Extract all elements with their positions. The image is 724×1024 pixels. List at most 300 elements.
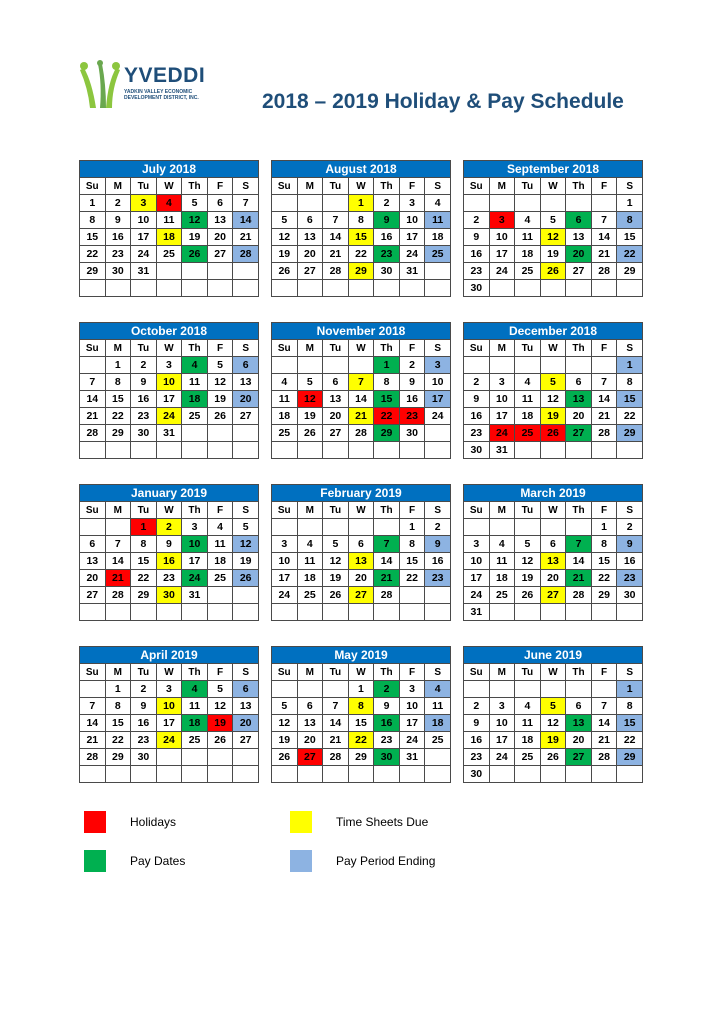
day-cell: 30: [464, 442, 490, 459]
weekday-header: M: [489, 340, 515, 357]
day-cell: 26: [540, 263, 566, 280]
logo-subtitle: YADKIN VALLEY ECONOMIC DEVELOPMENT DISTRICT, INC.: [124, 89, 199, 101]
weekday-header: W: [156, 340, 182, 357]
empty-cell: [540, 766, 566, 783]
empty-cell: [297, 442, 323, 459]
day-cell: 15: [374, 391, 400, 408]
day-cell: 19: [297, 408, 323, 425]
day-cell: 15: [131, 553, 157, 570]
weekday-header: Su: [80, 502, 106, 519]
day-cell: 6: [540, 536, 566, 553]
empty-cell: [272, 604, 298, 621]
day-cell: 23: [374, 732, 400, 749]
week-row: [272, 391, 451, 408]
day-cell: 5: [182, 195, 208, 212]
day-cell: 19: [182, 229, 208, 246]
empty-cell: [182, 604, 208, 621]
day-cell: 27: [348, 587, 374, 604]
week-row: [272, 553, 451, 570]
empty-cell: [323, 195, 349, 212]
weekday-header: W: [156, 502, 182, 519]
day-cell: 25: [182, 408, 208, 425]
day-cell: 21: [233, 229, 259, 246]
empty-cell: [540, 195, 566, 212]
empty-cell: [105, 442, 131, 459]
day-cell: 2: [131, 681, 157, 698]
weekday-header: F: [399, 664, 425, 681]
day-cell: 22: [348, 246, 374, 263]
day-cell: 13: [566, 391, 592, 408]
day-cell: 8: [617, 374, 643, 391]
day-cell: 13: [323, 391, 349, 408]
empty-cell: [272, 681, 298, 698]
weekday-header: S: [617, 178, 643, 195]
empty-cell: [272, 766, 298, 783]
empty-cell: [617, 766, 643, 783]
weekday-header: Su: [80, 340, 106, 357]
day-cell: 7: [591, 212, 617, 229]
day-cell: 24: [425, 408, 451, 425]
day-cell: 5: [540, 374, 566, 391]
empty-cell: [515, 519, 541, 536]
day-cell: 9: [131, 698, 157, 715]
day-cell: 4: [515, 212, 541, 229]
day-cell: 4: [207, 519, 233, 536]
empty-cell: [399, 587, 425, 604]
day-cell: 25: [425, 246, 451, 263]
weekday-header: Su: [80, 664, 106, 681]
month-calendar: [271, 646, 451, 783]
day-cell: 23: [464, 425, 490, 442]
day-cell: 28: [374, 587, 400, 604]
day-cell: 27: [233, 408, 259, 425]
day-cell: 6: [297, 698, 323, 715]
day-cell: 8: [131, 536, 157, 553]
week-row: [464, 766, 643, 783]
month-title: December 2018: [464, 323, 643, 340]
day-cell: 5: [515, 536, 541, 553]
empty-cell: [207, 766, 233, 783]
empty-cell: [348, 604, 374, 621]
day-cell: 26: [272, 263, 298, 280]
day-cell: 15: [348, 715, 374, 732]
week-row: [80, 749, 259, 766]
day-cell: 16: [464, 246, 490, 263]
empty-cell: [464, 357, 490, 374]
empty-cell: [374, 766, 400, 783]
day-cell: 29: [105, 425, 131, 442]
empty-cell: [131, 442, 157, 459]
day-cell: 21: [566, 570, 592, 587]
day-cell: 1: [617, 681, 643, 698]
day-cell: 14: [591, 229, 617, 246]
empty-cell: [297, 681, 323, 698]
week-row: [80, 229, 259, 246]
week-row: [464, 570, 643, 587]
weekday-header: M: [105, 340, 131, 357]
day-cell: 26: [182, 246, 208, 263]
day-cell: 12: [272, 715, 298, 732]
empty-cell: [489, 195, 515, 212]
week-row: [272, 229, 451, 246]
empty-cell: [515, 442, 541, 459]
day-cell: 6: [566, 698, 592, 715]
day-cell: 8: [105, 698, 131, 715]
day-cell: 29: [105, 749, 131, 766]
day-cell: 3: [399, 195, 425, 212]
day-cell: 31: [131, 263, 157, 280]
day-cell: 8: [374, 374, 400, 391]
day-cell: 30: [131, 749, 157, 766]
day-cell: 25: [297, 587, 323, 604]
weekday-header: F: [591, 178, 617, 195]
empty-cell: [80, 519, 106, 536]
weekday-header: F: [207, 340, 233, 357]
empty-cell: [566, 442, 592, 459]
day-cell: 27: [297, 749, 323, 766]
empty-cell: [233, 425, 259, 442]
weekday-header: Tu: [515, 178, 541, 195]
day-cell: 24: [182, 570, 208, 587]
week-row: [464, 715, 643, 732]
day-cell: 11: [515, 715, 541, 732]
week-row: [80, 732, 259, 749]
week-row: [464, 246, 643, 263]
day-cell: 11: [182, 698, 208, 715]
day-cell: 22: [131, 570, 157, 587]
weekday-header: F: [591, 502, 617, 519]
day-cell: 16: [374, 229, 400, 246]
day-cell: 30: [464, 766, 490, 783]
day-cell: 19: [207, 391, 233, 408]
empty-cell: [80, 766, 106, 783]
empty-cell: [464, 681, 490, 698]
month-calendar: [271, 484, 451, 621]
day-cell: 26: [233, 570, 259, 587]
day-cell: 24: [131, 246, 157, 263]
empty-cell: [272, 442, 298, 459]
week-row: [80, 570, 259, 587]
empty-cell: [464, 195, 490, 212]
weekday-header: Tu: [323, 664, 349, 681]
day-cell: 12: [515, 553, 541, 570]
day-cell: 6: [233, 681, 259, 698]
day-cell: 2: [399, 357, 425, 374]
empty-cell: [489, 519, 515, 536]
day-cell: 3: [272, 536, 298, 553]
day-cell: 16: [464, 408, 490, 425]
day-cell: 31: [489, 442, 515, 459]
week-row: [464, 681, 643, 698]
day-cell: 21: [80, 408, 106, 425]
weekday-header: F: [207, 502, 233, 519]
day-cell: 21: [591, 408, 617, 425]
empty-cell: [105, 519, 131, 536]
week-row: [464, 280, 643, 297]
empty-cell: [131, 604, 157, 621]
day-cell: 4: [425, 195, 451, 212]
empty-cell: [425, 749, 451, 766]
day-cell: 3: [489, 698, 515, 715]
day-cell: 13: [348, 553, 374, 570]
weekday-header: S: [233, 502, 259, 519]
time-sheet-swatch: [290, 811, 312, 833]
day-cell: 13: [566, 715, 592, 732]
week-row: [272, 715, 451, 732]
empty-cell: [323, 681, 349, 698]
day-cell: 6: [566, 374, 592, 391]
day-cell: 28: [591, 425, 617, 442]
empty-cell: [207, 604, 233, 621]
day-cell: 21: [591, 246, 617, 263]
weekday-header: Th: [374, 502, 400, 519]
week-row: [272, 246, 451, 263]
week-row: [272, 195, 451, 212]
day-cell: 10: [182, 536, 208, 553]
weekday-header: Tu: [131, 502, 157, 519]
week-row: [272, 570, 451, 587]
week-row: [272, 698, 451, 715]
week-row: [272, 604, 451, 621]
day-cell: 16: [374, 715, 400, 732]
weekday-header: S: [425, 664, 451, 681]
weekday-header: S: [617, 502, 643, 519]
day-cell: 25: [515, 425, 541, 442]
day-cell: 18: [182, 715, 208, 732]
day-cell: 25: [272, 425, 298, 442]
month-calendar: [463, 484, 643, 621]
day-cell: 23: [617, 570, 643, 587]
week-row: [464, 374, 643, 391]
day-cell: 12: [207, 698, 233, 715]
day-cell: 19: [515, 570, 541, 587]
day-cell: 10: [156, 374, 182, 391]
day-cell: 27: [566, 263, 592, 280]
day-cell: 28: [591, 263, 617, 280]
weekday-header: Su: [272, 340, 298, 357]
day-cell: 12: [233, 536, 259, 553]
week-row: [80, 357, 259, 374]
weekday-header: M: [297, 664, 323, 681]
day-cell: 25: [515, 749, 541, 766]
day-cell: 11: [207, 536, 233, 553]
empty-cell: [617, 604, 643, 621]
empty-cell: [156, 280, 182, 297]
day-cell: 11: [156, 212, 182, 229]
day-cell: 10: [489, 715, 515, 732]
day-cell: 18: [425, 715, 451, 732]
week-row: [80, 766, 259, 783]
day-cell: 23: [464, 749, 490, 766]
day-cell: 11: [425, 212, 451, 229]
day-cell: 19: [272, 246, 298, 263]
empty-cell: [156, 442, 182, 459]
empty-cell: [515, 766, 541, 783]
day-cell: 13: [566, 229, 592, 246]
weekday-header: F: [399, 340, 425, 357]
weekday-header: Tu: [323, 502, 349, 519]
week-row: [80, 553, 259, 570]
day-cell: 3: [399, 681, 425, 698]
empty-cell: [566, 357, 592, 374]
empty-cell: [233, 280, 259, 297]
day-cell: 26: [540, 425, 566, 442]
week-row: [464, 408, 643, 425]
weekday-header: S: [617, 664, 643, 681]
day-cell: 10: [489, 391, 515, 408]
day-cell: 15: [105, 391, 131, 408]
day-cell: 20: [297, 732, 323, 749]
empty-cell: [566, 766, 592, 783]
day-cell: 3: [156, 357, 182, 374]
day-cell: 7: [80, 374, 106, 391]
day-cell: 8: [399, 536, 425, 553]
weekday-header: Tu: [515, 340, 541, 357]
day-cell: 2: [464, 212, 490, 229]
weekday-header: W: [348, 502, 374, 519]
empty-cell: [297, 280, 323, 297]
day-cell: 22: [80, 246, 106, 263]
day-cell: 17: [489, 732, 515, 749]
weekday-header: M: [489, 178, 515, 195]
day-cell: 8: [617, 698, 643, 715]
weekday-header: W: [540, 664, 566, 681]
day-cell: 23: [374, 246, 400, 263]
month-title: November 2018: [272, 323, 451, 340]
day-cell: 27: [80, 587, 106, 604]
empty-cell: [272, 519, 298, 536]
day-cell: 2: [617, 519, 643, 536]
day-cell: 28: [323, 749, 349, 766]
day-cell: 21: [323, 732, 349, 749]
weekday-header: Su: [272, 664, 298, 681]
empty-cell: [591, 195, 617, 212]
week-row: [464, 442, 643, 459]
weekday-header: Th: [374, 664, 400, 681]
day-cell: 16: [425, 553, 451, 570]
week-row: [464, 391, 643, 408]
weekday-header: M: [297, 178, 323, 195]
day-cell: 3: [182, 519, 208, 536]
week-row: [80, 391, 259, 408]
day-cell: 3: [131, 195, 157, 212]
day-cell: 29: [617, 425, 643, 442]
weekday-header: S: [617, 340, 643, 357]
logo-text: YVEDDI: [124, 64, 206, 87]
weekday-header: S: [233, 664, 259, 681]
week-row: [464, 425, 643, 442]
month-title: May 2019: [272, 647, 451, 664]
weekday-header: Th: [374, 340, 400, 357]
day-cell: 8: [348, 212, 374, 229]
empty-cell: [399, 442, 425, 459]
day-cell: 7: [105, 536, 131, 553]
day-cell: 28: [233, 246, 259, 263]
day-cell: 11: [182, 374, 208, 391]
week-row: [80, 374, 259, 391]
empty-cell: [182, 425, 208, 442]
day-cell: 9: [464, 391, 490, 408]
day-cell: 19: [323, 570, 349, 587]
week-row: [80, 246, 259, 263]
empty-cell: [374, 442, 400, 459]
day-cell: 1: [348, 681, 374, 698]
empty-cell: [297, 357, 323, 374]
empty-cell: [374, 604, 400, 621]
weekday-header: F: [399, 178, 425, 195]
empty-cell: [540, 280, 566, 297]
day-cell: 20: [566, 408, 592, 425]
empty-cell: [207, 587, 233, 604]
weekday-header: M: [489, 664, 515, 681]
day-cell: 27: [297, 263, 323, 280]
empty-cell: [566, 604, 592, 621]
day-cell: 11: [515, 229, 541, 246]
day-cell: 11: [489, 553, 515, 570]
month-title: June 2019: [464, 647, 643, 664]
empty-cell: [374, 519, 400, 536]
empty-cell: [131, 280, 157, 297]
day-cell: 25: [425, 732, 451, 749]
day-cell: 15: [617, 391, 643, 408]
day-cell: 17: [425, 391, 451, 408]
week-row: [464, 698, 643, 715]
empty-cell: [297, 519, 323, 536]
empty-cell: [540, 519, 566, 536]
day-cell: 21: [323, 246, 349, 263]
day-cell: 17: [464, 570, 490, 587]
weekday-header: Tu: [515, 502, 541, 519]
weekday-header: Su: [80, 178, 106, 195]
day-cell: 26: [297, 425, 323, 442]
empty-cell: [182, 442, 208, 459]
weekday-header: F: [591, 340, 617, 357]
weekday-header: M: [489, 502, 515, 519]
day-cell: 1: [617, 357, 643, 374]
day-cell: 9: [464, 229, 490, 246]
empty-cell: [156, 263, 182, 280]
empty-cell: [515, 195, 541, 212]
empty-cell: [156, 604, 182, 621]
day-cell: 13: [233, 698, 259, 715]
month-calendar: [463, 322, 643, 459]
empty-cell: [489, 681, 515, 698]
day-cell: 4: [515, 698, 541, 715]
day-cell: 17: [399, 229, 425, 246]
day-cell: 22: [591, 570, 617, 587]
legend-label: Holidays: [130, 815, 177, 829]
week-row: [80, 715, 259, 732]
empty-cell: [297, 195, 323, 212]
day-cell: 17: [489, 408, 515, 425]
day-cell: 1: [617, 195, 643, 212]
day-cell: 15: [399, 553, 425, 570]
empty-cell: [207, 263, 233, 280]
day-cell: 17: [489, 246, 515, 263]
week-row: [80, 408, 259, 425]
day-cell: 26: [207, 732, 233, 749]
weekday-header: W: [156, 178, 182, 195]
day-cell: 18: [425, 229, 451, 246]
day-cell: 17: [399, 715, 425, 732]
empty-cell: [156, 766, 182, 783]
day-cell: 3: [489, 374, 515, 391]
empty-cell: [80, 681, 106, 698]
day-cell: 5: [272, 698, 298, 715]
day-cell: 28: [80, 749, 106, 766]
day-cell: 24: [272, 587, 298, 604]
day-cell: 18: [156, 229, 182, 246]
